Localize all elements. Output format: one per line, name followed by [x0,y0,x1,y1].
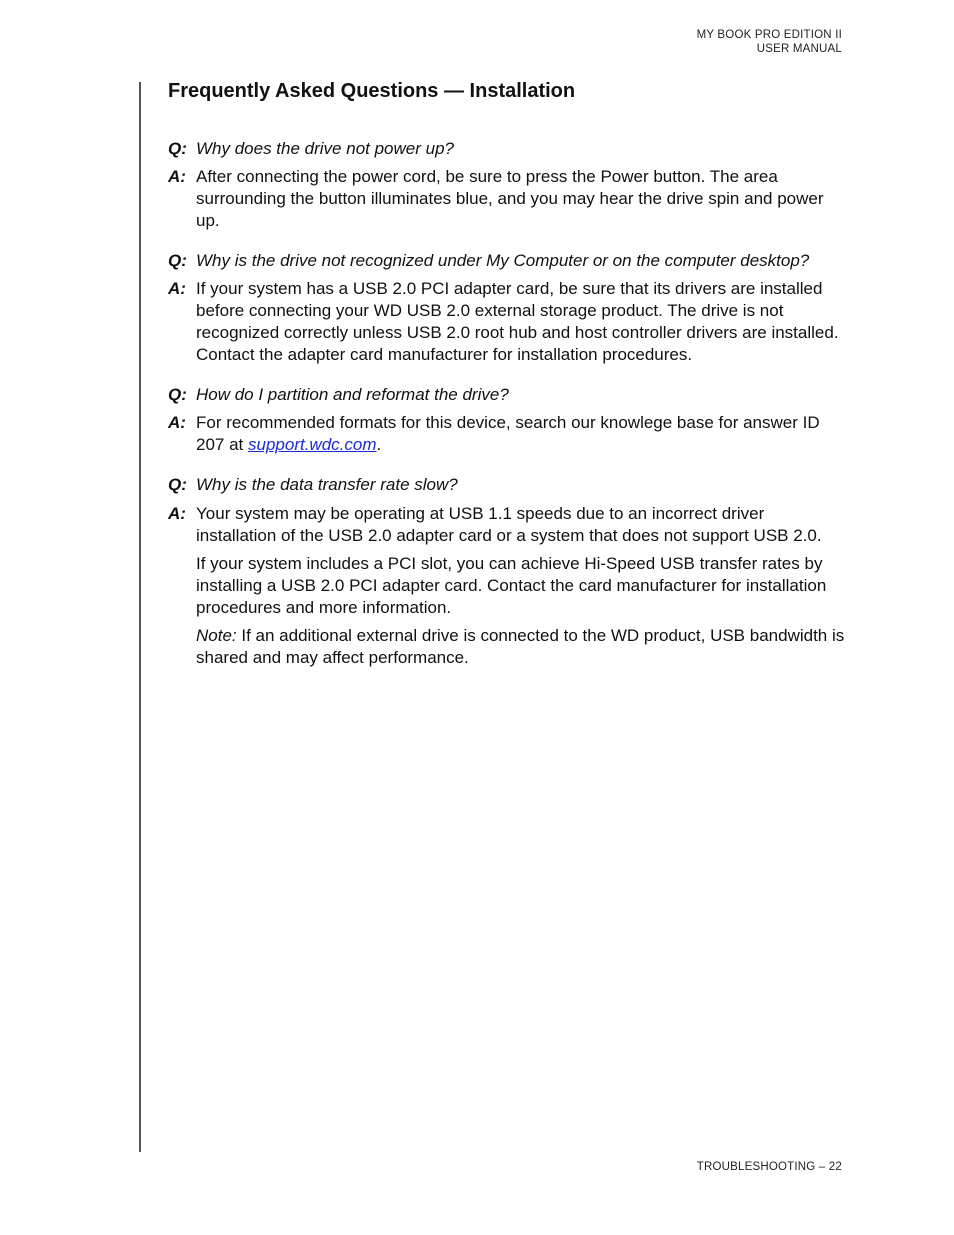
answer-text: Your system may be operating at USB 1.1 speeds due to an incorrect driver installation of the USB 2.0 adapter card or a system that does not support USB 2.0. [196,504,822,545]
faq-answer [168,503,848,547]
answer-note [196,625,848,669]
faq-answer [168,166,848,232]
faq-item [168,138,848,232]
page-footer: TROUBLESHOOTING – 22 [696,1161,842,1173]
question-text: Why does the drive not power up? [196,139,454,158]
note-text: If an additional external drive is connected to the WD product, USB bandwidth is shared and may affect performance. [196,626,845,667]
margin-rule [139,82,141,1152]
faq-answer [168,278,848,366]
question-text: How do I partition and reformat the drive? [196,385,509,404]
faq-item [168,474,848,669]
answer-tag: A: [168,413,186,432]
note-label: Note: [196,626,237,645]
faq-question [168,474,848,496]
section-title: Frequently Asked Questions — Installation [168,80,576,102]
question-text: Why is the drive not recognized under My Computer or on the computer desktop? [196,251,810,270]
question-tag: Q: [168,139,187,158]
support-link[interactable]: support.wdc.com [248,435,377,454]
faq-item [168,384,848,456]
page-header [697,28,842,56]
question-tag: Q: [168,251,187,270]
faq-question [168,138,848,160]
faq-item [168,250,848,366]
answer-paragraph: If your system includes a PCI slot, you can achieve Hi-Speed USB transfer rates by installing a USB 2.0 PCI adapter card. Contact the card manufacturer for installation procedures and more information. [196,554,827,617]
faq-question [168,384,848,406]
faq-question [168,250,848,272]
answer-tag: A: [168,167,186,186]
header-doc-type: USER MANUAL [756,43,842,55]
answer-text: After connecting the power cord, be sure to press the Power button. The area surrounding the button illuminates blue, and you may hear the drive spin and power up. [196,167,824,230]
answer-text [196,412,848,456]
question-tag: Q: [168,475,187,494]
answer-text-suffix: . [376,435,382,454]
question-tag: Q: [168,385,187,404]
answer-tag: A: [168,504,186,523]
faq-answer [168,412,848,456]
header-product: MY BOOK PRO EDITION II [696,29,842,41]
answer-text: If your system has a USB 2.0 PCI adapter card, be sure that its drivers are installed before connecting your WD USB 2.0 external storage product. The drive is not recognized correctly unless USB 2.0 root hub and host controller drivers are installed. Contact the adapter card manufacturer for installation procedures. [196,279,839,364]
question-text: Why is the data transfer rate slow? [196,475,458,494]
main-content [168,74,848,669]
answer-tag: A: [168,279,186,298]
answer-text-prefix: For recommended formats for this device, search our knowlege base for answer ID 207 at [196,413,820,454]
